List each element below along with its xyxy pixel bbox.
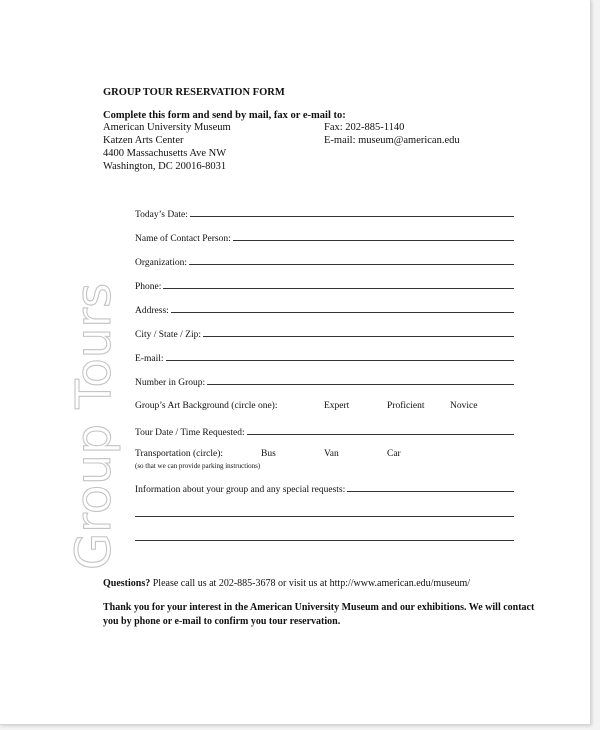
- tour-date-time-field[interactable]: [135, 424, 514, 438]
- contact-person-label: Name of Contact Person:: [135, 234, 231, 244]
- city-state-zip-field[interactable]: [135, 326, 514, 340]
- email-address: E-mail: museum@american.edu: [324, 135, 460, 146]
- address-line-3: 4400 Massachusetts Ave NW: [103, 148, 227, 159]
- address-line-1: American University Museum: [103, 122, 231, 133]
- information-line-2[interactable]: [135, 516, 514, 517]
- information-label: Information about your group and any special requests:: [135, 485, 346, 495]
- transport-option-car[interactable]: Car: [387, 449, 401, 459]
- number-in-group-label: Number in Group:: [135, 378, 206, 388]
- city-state-zip-line[interactable]: [203, 336, 514, 337]
- address-line[interactable]: [171, 312, 514, 313]
- email-field[interactable]: [135, 350, 514, 364]
- questions-line: [103, 578, 470, 589]
- organization-field[interactable]: [135, 254, 514, 268]
- art-background-label: Group’s Art Background (circle one):: [135, 401, 278, 411]
- contact-person-field[interactable]: [135, 230, 514, 244]
- questions-text: Please call us at 202-885-3678 or visit us at http://www.american.edu/museum/: [150, 578, 471, 589]
- transportation-label: Transportation (circle):: [135, 449, 224, 459]
- questions-label: Questions?: [103, 578, 151, 589]
- phone-label: Phone:: [135, 282, 162, 292]
- address-line-4: Washington, DC 20016-8031: [103, 161, 227, 172]
- information-line-1[interactable]: [347, 491, 514, 492]
- art-option-novice[interactable]: Novice: [450, 401, 478, 411]
- phone-line[interactable]: [163, 288, 514, 289]
- email-label: E-mail:: [135, 354, 164, 364]
- tour-date-time-line[interactable]: [247, 434, 514, 435]
- email-line[interactable]: [166, 360, 515, 361]
- address-label: Address:: [135, 306, 169, 316]
- address-field[interactable]: [135, 302, 514, 316]
- art-option-proficient[interactable]: Proficient: [387, 401, 425, 411]
- number-in-group-line[interactable]: [207, 384, 514, 385]
- number-in-group-field[interactable]: [135, 374, 514, 388]
- group-tours-side-text: [50, 240, 130, 580]
- transport-option-bus[interactable]: Bus: [261, 449, 276, 459]
- fax-number: Fax: 202-885-1140: [324, 122, 405, 133]
- todays-date-label: Today’s Date:: [135, 210, 188, 220]
- contact-person-line[interactable]: [233, 240, 514, 241]
- thank-you-text: Thank you for your interest in the American University Museum and our exhibitions. We will contact you by phone or e-mail to confirm you tour reservation.: [103, 602, 535, 627]
- transportation-note: (so that we can provide parking instructions): [135, 462, 261, 470]
- form-title: GROUP TOUR RESERVATION FORM: [103, 87, 285, 98]
- tour-date-time-label: Tour Date / Time Requested:: [135, 428, 245, 438]
- todays-date-field[interactable]: [135, 206, 514, 220]
- organization-line[interactable]: [189, 264, 514, 265]
- art-option-expert[interactable]: Expert: [324, 401, 350, 411]
- city-state-zip-label: City / State / Zip:: [135, 330, 201, 340]
- information-line-3[interactable]: [135, 540, 514, 541]
- side-text-label: Group Tours: [66, 282, 122, 570]
- transport-option-van[interactable]: Van: [324, 449, 339, 459]
- information-field[interactable]: [135, 481, 514, 495]
- address-line-2: Katzen Arts Center: [103, 135, 184, 146]
- organization-label: Organization:: [135, 258, 188, 268]
- todays-date-line[interactable]: [190, 216, 514, 217]
- phone-field[interactable]: [135, 278, 514, 292]
- instructions-text: Complete this form and send by mail, fax or e-mail to:: [103, 110, 346, 121]
